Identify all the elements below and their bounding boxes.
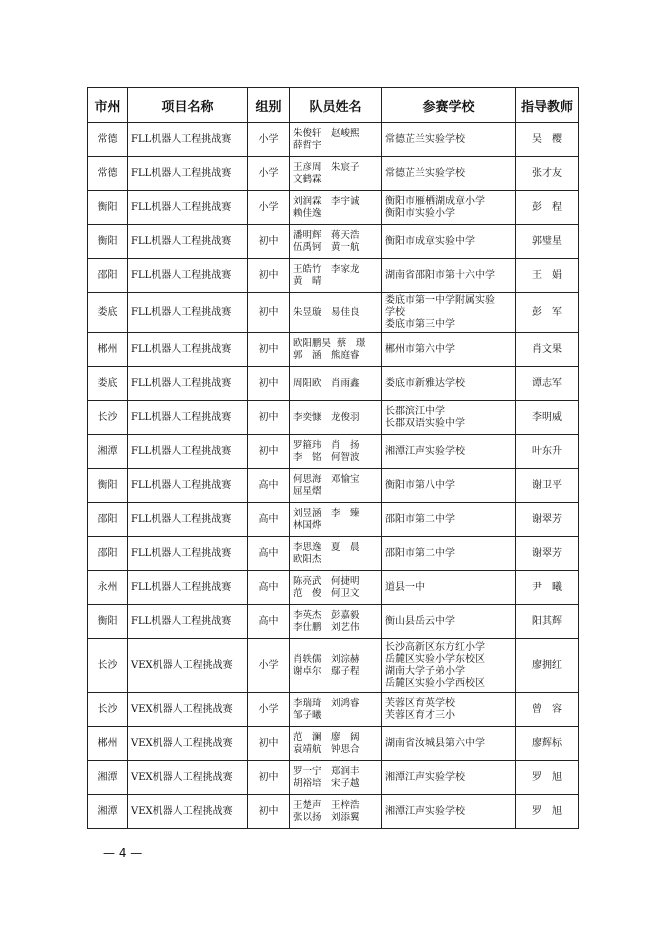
cell-project: VEX机器人工程挑战赛 [128, 761, 248, 795]
cell-teacher: 肖文果 [516, 333, 579, 367]
cell-school-line: 长郡双语实验中学 [385, 417, 465, 429]
cell-members-line: 李瑞琦 刘鸿睿 [293, 697, 360, 709]
cell-members-line: 胡裕培 宋子越 [293, 777, 360, 789]
cell-members-line: 欧阳杰 [293, 553, 322, 565]
cell-members-line: 范 澜 廖 阔 [293, 731, 360, 743]
cell-members [290, 639, 382, 693]
cell-group: 初中 [248, 367, 290, 401]
award-table-container [87, 87, 578, 829]
cell-school [382, 537, 516, 571]
cell-project: FLL机器人工程挑战赛 [128, 333, 248, 367]
table-row [88, 191, 579, 225]
cell-members-line: 薛哲宇 [293, 139, 322, 151]
cell-group: 小学 [248, 123, 290, 157]
cell-members-line: 刘润霖 李宇诚 [293, 195, 360, 207]
cell-school [382, 761, 516, 795]
cell-members-line: 李奕慷 龙俊羽 [293, 411, 360, 423]
cell-members-line: 张以扬 刘添翼 [293, 811, 360, 823]
cell-group: 初中 [248, 333, 290, 367]
cell-city: 郴州 [88, 333, 128, 367]
cell-teacher: 廖辉标 [516, 727, 579, 761]
cell-members-line: 罗箍玮 肖 扬 [293, 439, 360, 451]
cell-members-line: 黄 晴 [293, 275, 322, 287]
cell-members [290, 727, 382, 761]
cell-project: FLL机器人工程挑战赛 [128, 469, 248, 503]
cell-members [290, 225, 382, 259]
header-city: 市州 [88, 88, 128, 123]
cell-members-line: 肖轶儒 刘淙赫 [293, 653, 360, 665]
cell-school-line: 常德芷兰实验学校 [385, 133, 465, 145]
cell-members [290, 191, 382, 225]
cell-project: VEX机器人工程挑战赛 [128, 693, 248, 727]
cell-members [290, 537, 382, 571]
cell-members-line: 李英杰 彭嘉毅 [293, 609, 360, 621]
table-body [88, 123, 579, 829]
cell-city: 衡阳 [88, 191, 128, 225]
cell-school [382, 123, 516, 157]
cell-school-line: 衡山县岳云中学 [385, 615, 455, 627]
cell-school-line: 芙蓉区育才三小 [385, 709, 455, 721]
cell-school [382, 435, 516, 469]
cell-city: 邵阳 [88, 537, 128, 571]
cell-teacher: 罗 旭 [516, 761, 579, 795]
cell-school-line: 娄底市第三中学 [385, 318, 455, 330]
cell-project: FLL机器人工程挑战赛 [128, 225, 248, 259]
cell-school-line: 岳麓区实验小学东校区 [385, 653, 485, 665]
cell-project: VEX机器人工程挑战赛 [128, 639, 248, 693]
cell-city: 衡阳 [88, 605, 128, 639]
cell-members-line: 文鹤霖 [293, 173, 322, 185]
table-row [88, 157, 579, 191]
cell-teacher: 张才友 [516, 157, 579, 191]
cell-teacher: 彭 军 [516, 293, 579, 333]
cell-school-line: 湖南省汝城县第六中学 [385, 737, 485, 749]
cell-teacher: 王 娟 [516, 259, 579, 293]
table-row [88, 293, 579, 333]
cell-school-line: 娄底市新雅达学校 [385, 377, 465, 389]
cell-members-line: 林国烨 [293, 519, 322, 531]
cell-city: 长沙 [88, 693, 128, 727]
cell-city: 永州 [88, 571, 128, 605]
page-number: — 4 — [103, 846, 143, 860]
cell-school-line: 岳麓区实验小学西校区 [385, 677, 485, 689]
cell-school-line: 湘潭江声实验学校 [385, 445, 465, 457]
cell-school [382, 503, 516, 537]
cell-school [382, 571, 516, 605]
cell-members-line: 李思逸 夏 晨 [293, 541, 360, 553]
cell-group: 高中 [248, 469, 290, 503]
cell-city: 邵阳 [88, 259, 128, 293]
cell-teacher: 曾 容 [516, 693, 579, 727]
cell-teacher: 郭璧星 [516, 225, 579, 259]
cell-project: FLL机器人工程挑战赛 [128, 503, 248, 537]
table-row [88, 333, 579, 367]
cell-project: FLL机器人工程挑战赛 [128, 157, 248, 191]
header-teacher: 指导教师 [516, 88, 579, 123]
award-table [87, 87, 579, 829]
cell-teacher: 李明威 [516, 401, 579, 435]
table-row [88, 367, 579, 401]
cell-group: 小学 [248, 157, 290, 191]
table-row [88, 727, 579, 761]
cell-group: 初中 [248, 761, 290, 795]
cell-school [382, 191, 516, 225]
cell-teacher: 谭志军 [516, 367, 579, 401]
cell-school-line: 衡阳市实验小学 [385, 207, 455, 219]
cell-members-line: 刘昱涵 李 臻 [293, 507, 360, 519]
cell-teacher: 谢卫平 [516, 469, 579, 503]
cell-project: FLL机器人工程挑战赛 [128, 537, 248, 571]
cell-members-line: 郭 涵 熊庭睿 [293, 349, 360, 361]
cell-city: 邵阳 [88, 503, 128, 537]
table-row [88, 761, 579, 795]
cell-group: 高中 [248, 503, 290, 537]
cell-project: FLL机器人工程挑战赛 [128, 123, 248, 157]
cell-school-line: 芙蓉区育英学校 [385, 697, 455, 709]
table-row [88, 401, 579, 435]
cell-members-line: 王彦周 朱宸子 [293, 161, 360, 173]
cell-members [290, 293, 382, 333]
cell-group: 初中 [248, 225, 290, 259]
cell-members [290, 367, 382, 401]
cell-school-line: 长郡滨江中学 [385, 405, 445, 417]
cell-members-line: 陈亮武 何捷明 [293, 575, 360, 587]
cell-group: 高中 [248, 605, 290, 639]
cell-city: 娄底 [88, 367, 128, 401]
cell-project: FLL机器人工程挑战赛 [128, 259, 248, 293]
cell-school [382, 639, 516, 693]
cell-school-line: 常德芷兰实验学校 [385, 167, 465, 179]
cell-project: FLL机器人工程挑战赛 [128, 401, 248, 435]
cell-teacher: 吴 樱 [516, 123, 579, 157]
cell-school-line: 衡阳市第八中学 [385, 479, 455, 491]
cell-members-line: 范 俊 何卫文 [293, 587, 360, 599]
cell-teacher: 叶东升 [516, 435, 579, 469]
cell-members [290, 435, 382, 469]
cell-members [290, 259, 382, 293]
cell-group: 初中 [248, 401, 290, 435]
cell-members [290, 761, 382, 795]
cell-members-line: 罗一宁 郑润丰 [293, 765, 360, 777]
cell-school-line: 邵阳市第二中学 [385, 513, 455, 525]
cell-group: 高中 [248, 537, 290, 571]
cell-members [290, 503, 382, 537]
header-row [88, 88, 579, 123]
cell-members-line: 潘明辉 蒋天浩 [293, 229, 360, 241]
cell-members-line: 赖佳逸 [293, 207, 322, 219]
table-row [88, 795, 579, 829]
cell-group: 小学 [248, 191, 290, 225]
cell-city: 衡阳 [88, 469, 128, 503]
header-school: 参赛学校 [382, 88, 516, 123]
cell-teacher: 尹 曦 [516, 571, 579, 605]
table-row [88, 225, 579, 259]
cell-members-line: 朱昱璇 易佳良 [293, 306, 360, 318]
cell-members-line: 朱俊轩 赵峻熙 [293, 127, 360, 139]
cell-school [382, 727, 516, 761]
table-row [88, 469, 579, 503]
cell-members [290, 333, 382, 367]
cell-members-line: 谢卓尔 鄢子程 [293, 665, 360, 677]
cell-group: 小学 [248, 693, 290, 727]
cell-school-line: 湖南大学子弟小学 [385, 665, 465, 677]
table-row [88, 605, 579, 639]
cell-group: 初中 [248, 435, 290, 469]
cell-members [290, 571, 382, 605]
cell-members-line: 袁靖航 钟思合 [293, 743, 360, 755]
cell-school [382, 367, 516, 401]
cell-group: 初中 [248, 795, 290, 829]
cell-project: FLL机器人工程挑战赛 [128, 571, 248, 605]
table-row [88, 693, 579, 727]
cell-city: 常德 [88, 157, 128, 191]
cell-project: VEX机器人工程挑战赛 [128, 795, 248, 829]
table-row [88, 259, 579, 293]
cell-city: 湘潭 [88, 435, 128, 469]
table-row [88, 537, 579, 571]
cell-project: FLL机器人工程挑战赛 [128, 367, 248, 401]
cell-school [382, 333, 516, 367]
cell-teacher: 罗 旭 [516, 795, 579, 829]
cell-school-line: 长沙高新区东方红小学 [385, 641, 485, 653]
cell-school [382, 401, 516, 435]
cell-group: 小学 [248, 639, 290, 693]
cell-city: 湘潭 [88, 795, 128, 829]
cell-school-line: 湘潭江声实验学校 [385, 805, 465, 817]
cell-school-line: 郴州市第六中学 [385, 343, 455, 355]
cell-group: 初中 [248, 727, 290, 761]
cell-teacher: 彭 程 [516, 191, 579, 225]
cell-members [290, 605, 382, 639]
cell-group: 初中 [248, 293, 290, 333]
cell-school-line: 邵阳市第二中学 [385, 547, 455, 559]
cell-teacher: 谢翠芳 [516, 537, 579, 571]
cell-school-line: 道县一中 [385, 581, 425, 593]
cell-members-line: 屈星熠 [293, 485, 322, 497]
cell-teacher: 廖拥红 [516, 639, 579, 693]
cell-members-line: 伍禹钶 黄一航 [293, 241, 360, 253]
cell-city: 娄底 [88, 293, 128, 333]
cell-members-line: 何思海 邓愉宝 [293, 473, 360, 485]
cell-city: 湘潭 [88, 761, 128, 795]
cell-project: FLL机器人工程挑战赛 [128, 293, 248, 333]
cell-project: FLL机器人工程挑战赛 [128, 191, 248, 225]
cell-school [382, 225, 516, 259]
cell-city: 长沙 [88, 639, 128, 693]
cell-city: 郴州 [88, 727, 128, 761]
cell-members-line: 邹子曦 [293, 709, 322, 721]
cell-teacher: 谢翠芳 [516, 503, 579, 537]
cell-members-line: 李仕鹏 刘艺伟 [293, 621, 360, 633]
cell-group: 初中 [248, 259, 290, 293]
cell-school [382, 157, 516, 191]
cell-school-line: 湘潭江声实验学校 [385, 771, 465, 783]
cell-school-line: 湖南省邵阳市第十六中学 [385, 269, 495, 281]
cell-city: 长沙 [88, 401, 128, 435]
cell-members-line: 王皓竹 李家龙 [293, 263, 360, 275]
cell-project: VEX机器人工程挑战赛 [128, 727, 248, 761]
table-row [88, 503, 579, 537]
cell-members [290, 469, 382, 503]
cell-members [290, 401, 382, 435]
table-row [88, 435, 579, 469]
cell-group: 高中 [248, 571, 290, 605]
cell-school-line: 娄底市第一中学附属实验 [385, 294, 495, 306]
cell-school-line: 衡阳市成章实验中学 [385, 235, 475, 247]
cell-school-line: 衡阳市雁栖湖成章小学 [385, 195, 485, 207]
cell-city: 衡阳 [88, 225, 128, 259]
table-row [88, 123, 579, 157]
header-group: 组别 [248, 88, 290, 123]
cell-members-line: 欧阳鹏昊 蔡 璟 [293, 337, 366, 349]
cell-teacher: 阳其辉 [516, 605, 579, 639]
cell-school [382, 469, 516, 503]
cell-city: 常德 [88, 123, 128, 157]
cell-members [290, 123, 382, 157]
cell-school [382, 693, 516, 727]
cell-project: FLL机器人工程挑战赛 [128, 605, 248, 639]
cell-school [382, 293, 516, 333]
cell-members-line: 周阳欧 肖雨鑫 [293, 377, 360, 389]
cell-members [290, 693, 382, 727]
cell-members [290, 157, 382, 191]
header-members: 队员姓名 [290, 88, 382, 123]
cell-school [382, 259, 516, 293]
table-row [88, 571, 579, 605]
header-project: 项目名称 [128, 88, 248, 123]
table-row [88, 639, 579, 693]
cell-school-line: 学校 [385, 306, 405, 318]
cell-project: FLL机器人工程挑战赛 [128, 435, 248, 469]
cell-members-line: 王楚声 王梓浩 [293, 799, 360, 811]
cell-members-line: 李 铭 何智波 [293, 451, 360, 463]
cell-school [382, 605, 516, 639]
cell-school [382, 795, 516, 829]
cell-members [290, 795, 382, 829]
